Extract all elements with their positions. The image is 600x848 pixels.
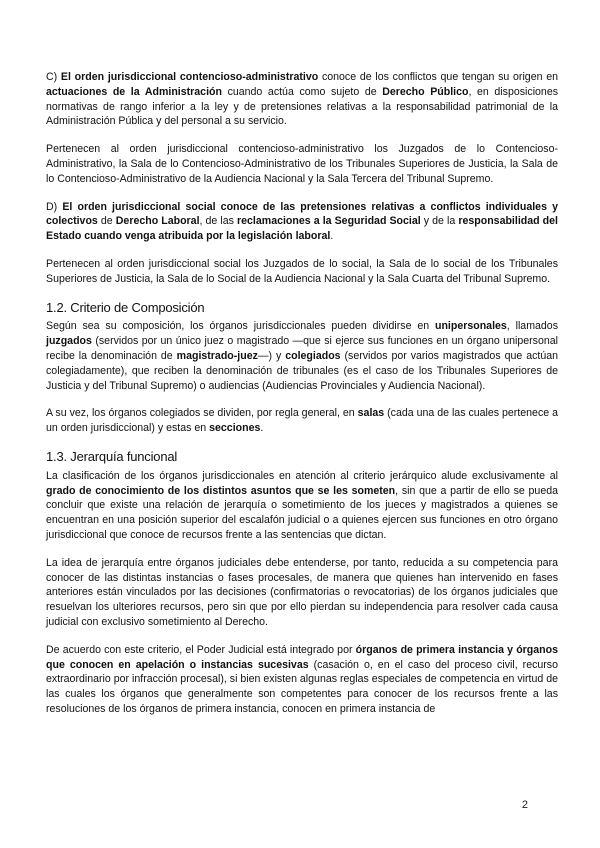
bold-text: salas [357,407,385,420]
body-text: cuando actúa como sujeto de [221,85,383,98]
bold-text: órganos de primera instancia y órganos que conocen en apelación o instancias sucesivas [46,643,558,671]
paragraph-contencioso-members: Pertenecen al orden jurisdiccional contencioso-administrativo los Juzgados de lo Contencioso-Administrativo, la Sala de lo Contencioso-Administrativo de los Tribunales Superiores de Justicia, la Sala de lo Contencioso-Administrativo de la Audiencia Nacional y la Sala Tercera del Tribunal Supremo. [46,143,558,185]
paragraph-composicion-2 [46,406,558,436]
paragraph-orden-contencioso [46,70,558,129]
body-text: —) y [257,349,286,362]
body-text: , en disposiciones normativas de rango inferior a la ley y de pretensiones relativas a la responsabilidad patrimonial de la Administración Pública y del personal a su servicio. [46,85,559,128]
body-text: y de la [420,215,459,228]
list-marker: C) [46,71,61,83]
page-content [46,70,558,730]
body-text: . [330,230,334,243]
paragraph-orden-social [46,200,558,244]
bold-text: Derecho Público [382,85,469,98]
paragraph-composicion-1 [46,319,558,393]
bold-text: juzgados [46,335,92,348]
bold-text: responsabilidad del Estado cuando venga atribuida por la legislación laboral [46,215,558,243]
section-heading-jerarquia: 1.3. Jerarquía funcional [46,448,178,464]
list-marker: D) [46,200,63,213]
bold-text: colegiados [285,349,341,362]
body-text: , de las [199,215,238,228]
body-text: conoce de los conflictos que tengan su origen en [318,71,558,83]
body-text: (servidos por un único juez o magistrado —que si ejerce sus funciones en un órgano unipersonal recibe la denominación de [46,335,558,362]
paragraph-jerarquia-3 [46,643,558,717]
body-text: . [260,422,264,435]
body-text: , sin que a partir de ello se pueda concluir que existe una relación de jerarquía o sometimiento de los jueces y magistrados a quienes se encuentran en una posición superior del escalafón judicial o a quienes ejercen sus funciones en otro órgano jurisdiccional que conoce de recursos frente a las sentencias que dictan. [46,484,558,541]
bold-text: El orden jurisdiccional contencioso-administrativo [60,71,319,83]
bold-text: magistrado-juez [176,349,258,362]
body-text: de [97,215,116,228]
bold-text: secciones [209,422,261,435]
bold-text: El orden jurisdiccional social conoce de las pretensiones relativas a conflictos individuales y colectivos [46,200,558,228]
body-text: (servidos por varios magistrados que actúan colegiadamente), que reciben la denominación de tribunales (es el caso de los Tribunales Superiores de Justicia y del Tribunal Supremo) o audiencias (Audiencias Provinciales y Audiencia Nacional). [46,349,558,392]
bold-text: unipersonales [434,320,507,333]
body-text: (casación o, en el caso del proceso civil, recurso extraordinario por infracción procesal), si bien existen algunas reglas especiales de competencia en virtud de las cuales los órganos que generalmente son competentes para conocer de los recursos frente a las resoluciones de los órganos de primera instancia, conocen en primera instancia de [46,658,558,715]
bold-text: Derecho Laboral [115,215,200,228]
paragraph-jerarquia-2: La idea de jerarquía entre órganos judiciales debe entenderse, por tanto, reducida a su competencia para conocer de las distintas instancias o fases procesales, de manera que quienes han intervenido en fases anteriores están vinculados por las decisiones (confirmatorias o revocatorias) de los órganos judiciales que resuelvan los ulteriores recursos, pero sin que por ello pierdan su independencia para resolver cada causa judicial con exclusivo sometimiento al Derecho. [46,556,558,628]
body-text: La clasificación de los órganos jurisdiccionales en atención al criterio jerárquico alude exclusivamente al [46,469,558,482]
body-text: A su vez, los órganos colegiados se dividen, por regla general, en [46,407,358,420]
body-text: Según sea su composición, los órganos jurisdiccionales pueden dividirse en [46,320,435,333]
bold-text: grado de conocimiento de los distintos asuntos que se les someten [46,484,396,497]
bold-text: actuaciones de la Administración [46,85,222,98]
section-heading-composicion: 1.2. Criterio de Composición [46,299,205,315]
bold-text: reclamaciones a la Seguridad Social [237,215,421,228]
page-number: 2 [521,799,528,811]
paragraph-jerarquia-1 [46,469,558,543]
body-text: , llamados [506,320,558,333]
body-text: De acuerdo con este criterio, el Poder Judicial está integrado por [46,643,356,656]
body-text: (cada una de las cuales pertenece a un orden jurisdiccional) y estas en [46,407,558,435]
paragraph-social-members: Pertenecen al orden jurisdiccional social los Juzgados de lo social, la Sala de lo social de los Tribunales Superiores de Justicia, la Sala de lo Social de la Audiencia Nacional y la Sala Cuarta del Tribunal Supremo. [46,257,558,285]
